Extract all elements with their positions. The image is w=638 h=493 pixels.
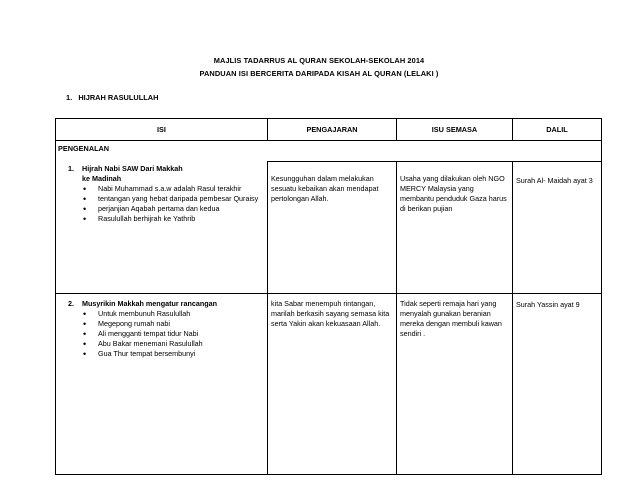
section-number: 1. [66,93,73,102]
list-item: • Ali mengganti tempat tidur Nabi [82,329,264,339]
list-item: • Untuk membunuh Rasulullah [82,309,264,319]
list-item: • Gua Thur tempat bersembunyi [82,349,264,359]
column-header-isi: ISI [56,119,268,141]
pengajaran-cell: kita Sabar menempuh rintangan, marilah berkasih sayang semasa kita serta Yakin akan kekuasaan Allah. [268,294,397,475]
content-table [55,118,602,475]
table-header-row [56,119,602,141]
list-item: • perjanjian Aqabah pertama dan kedua [82,204,264,214]
intro-label: PENGENALAN [58,144,110,153]
dalil-cell: Surah Yassin ayat 9 [513,294,602,475]
intro-row [56,141,602,162]
pengajaran-cell: Kesungguhan dalam melakukan sesuatu kebaikan akan mendapat pertolongan Allah. [268,162,397,294]
document-title: MAJLIS TADARRUS AL QURAN SEKOLAH-SEKOLAH 2014 [213,56,425,65]
table-row [56,294,602,475]
list-item: • tentangan yang hebat daripada pembesar Quraisy [82,194,264,204]
row-heading-continued: ke Madinah [82,173,122,183]
document-subtitle: PANDUAN ISI BERCERITA DARIPADA KISAH AL QURAN (LELAKI ) [199,69,439,78]
intro-cell [56,141,602,162]
list-item: • Rasulullah berhijrah ke Yathrib [82,214,264,224]
bullet-list [68,184,264,224]
table-row [56,162,602,294]
isi-cell [56,162,268,294]
row-heading: 1. Hijrah Nabi SAW Dari Makkah [68,163,183,173]
list-item: • Nabi Muhammad s.a.w adalah Rasul terakhir [82,184,264,194]
section-title: HIJRAH RASULULLAH [78,93,159,102]
row-heading: 2. Musyrikin Makkah mengatur rancangan [68,299,218,308]
section-heading [66,93,158,102]
isu-semasa-cell: Tidak seperti remaja hari yang menyalah gunakan beranian mereka dengan membuli kawan sendiri . [397,294,513,475]
column-header-pengajaran: PENGAJARAN [268,119,397,141]
list-item: • Megepong rumah nabi [82,319,264,329]
column-header-isu-semasa: ISU SEMASA [397,119,513,141]
column-header-dalil: DALIL [513,119,602,141]
isi-cell [56,294,268,475]
list-item: • Abu Bakar menemani Rasulullah [82,339,264,349]
isu-semasa-cell: Usaha yang dilakukan oleh NGO MERCY Malaysia yang membantu penduduk Gaza harus di berikan pujian [397,162,513,294]
bullet-list [68,309,264,359]
dalil-cell: Surah Al- Maidah ayat 3 [513,162,602,294]
